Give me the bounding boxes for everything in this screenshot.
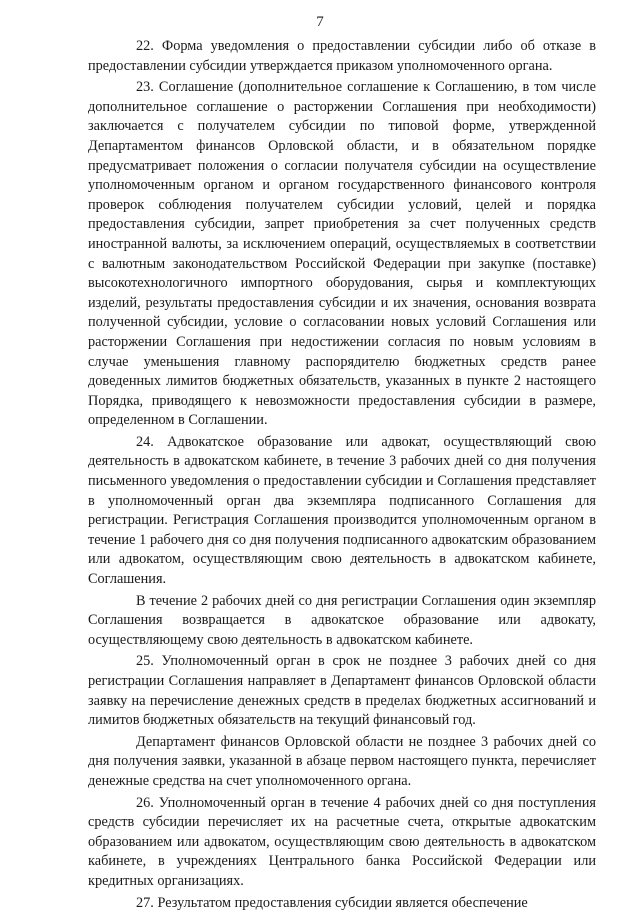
paragraph-25-continued: Департамент финансов Орловской области не позднее 3 рабочих дней со дня получения заявки, указанной в абзаце первом настоящего пункта, перечисляет денежные средства на счет уполномоченного органа. bbox=[88, 733, 596, 789]
paragraph-27: 27. Результатом предоставления субсидии является обеспечение bbox=[136, 894, 528, 911]
paragraph-23: 23. Соглашение (дополнительное соглашение к Соглашению, в том числе дополнительное соглашение о расторжении Соглашения при необходимости) заключается с получателем субсидии по типовой форме, утвержденной Департаментом финансов Орловской области, и в обязательном порядке предусматривает положения о согласии получателя субсидии на осуществление уполномоченным органом и органом государственного финансового контроля проверок соблюдения получателем субсидии условий, целей и порядка предоставления субсидии, запрет приобретения за счет полученных средств иностранной валюты, за исключением операций, осуществляемых в соответствии с валютным законодательством Российской Федерации при закупке (поставке) высокотехнологичного импортного оборудования, сырья и комплектующих изделий, результаты предоставления субсидии и их значения, основания возврата полученной субсидии, условие о согласовании новых условий Соглашения или расторжении Соглашения при недостижении согласия по новым условиям в случае уменьшения главному распорядителю бюджетных средств ранее доведенных лимитов бюджетных обязательств, указанных в пункте 2 настоящего Порядка, приводящего к невозможности предоставления субсидии в размере, определенном в Соглашении. bbox=[88, 79, 596, 429]
paragraph-22: 22. Форма уведомления о предоставлении субсидии либо об отказе в предоставлении субсидии утверждается приказом уполномоченного органа. bbox=[88, 38, 596, 74]
paragraph-26: 26. Уполномоченный орган в течение 4 рабочих дней со дня поступления средств субсидии перечисляет их на расчетные счета, открытые адвокатским образованием или адвокатом, осуществляющим свою деятельность в адвокатском кабинете, в учреждениях Центрального банка Российской Федерации или кредитных организациях. bbox=[88, 794, 596, 889]
paragraph-24: 24. Адвокатское образование или адвокат, осуществляющий свою деятельность в адвокатском кабинете, в течение 3 рабочих дней со дня получения письменного уведомления о предоставлении субсидии и Соглашения представляет в уполномоченный орган два экземпляра подписанного Соглашения для регистрации. Регистрация Соглашения производится уполномоченным органом в течение 1 рабочего дня со дня получения подписанного адвокатским образованием или адвокатом, осуществляющим свою деятельность в адвокатском кабинете, Соглашения. bbox=[88, 433, 596, 588]
paragraph-25: 25. Уполномоченный орган в срок не позднее 3 рабочих дней со дня регистрации Соглашения направляет в Департамент финансов Орловской области заявку на перечисление денежных средств в пределах бюджетных ассигнований и лимитов бюджетных обязательств на текущий финансовый год. bbox=[88, 653, 596, 729]
page-number: 7 bbox=[316, 14, 324, 30]
paragraph-24-continued: В течение 2 рабочих дней со дня регистрации Соглашения один экземпляр Соглашения возвращается в адвокатское образование или адвокату, осуществляющему свою деятельность в адвокатском кабинете. bbox=[88, 592, 596, 648]
document-body bbox=[88, 37, 596, 915]
